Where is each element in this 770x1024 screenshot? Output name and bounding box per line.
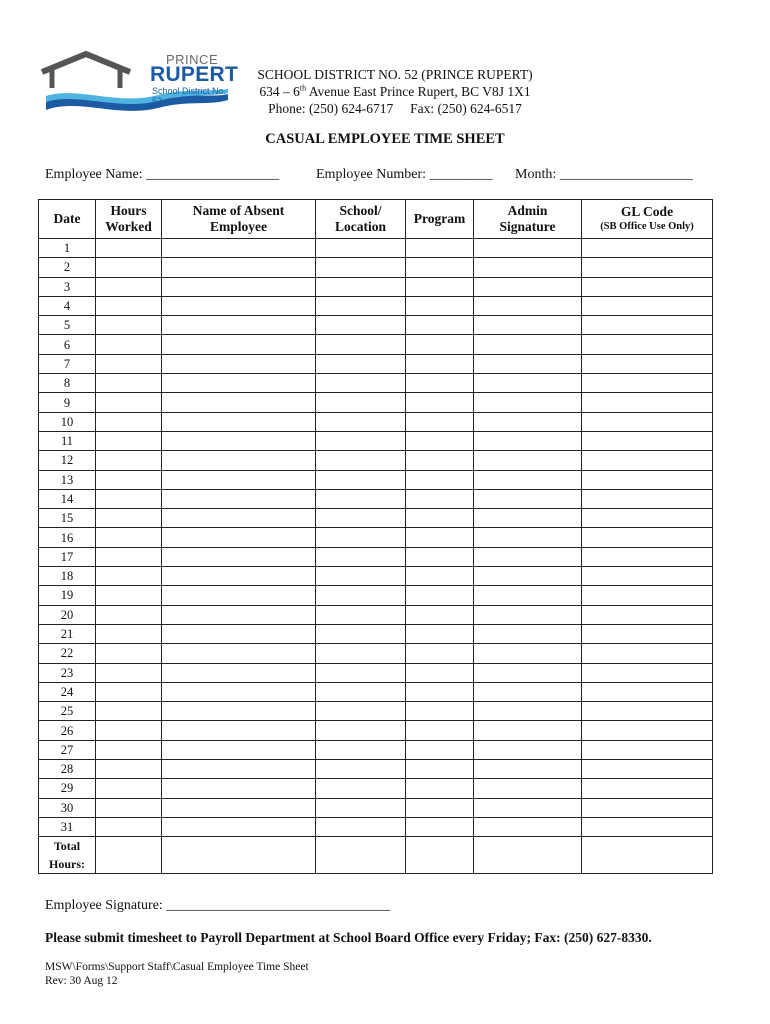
date-cell: 3	[39, 277, 96, 296]
date-cell: 21	[39, 624, 96, 643]
table-row	[39, 239, 713, 258]
school-location-cell[interactable]	[316, 547, 406, 566]
col-header-absent-employee: Name of Absent Employee	[162, 200, 316, 239]
program-cell[interactable]	[406, 624, 474, 643]
admin-signature-cell[interactable]	[474, 798, 582, 817]
absent-employee-cell[interactable]	[162, 817, 316, 836]
date-cell: 25	[39, 702, 96, 721]
hours-worked-cell[interactable]	[96, 258, 162, 277]
date-cell: 9	[39, 393, 96, 412]
employee-number-field[interactable]: Employee Number: _________	[316, 167, 493, 182]
hours-worked-cell[interactable]	[96, 702, 162, 721]
program-cell[interactable]	[406, 721, 474, 740]
absent-employee-cell[interactable]	[162, 451, 316, 470]
col-header-date: Date	[39, 200, 96, 239]
table-cell[interactable]	[474, 837, 582, 874]
gl-code-cell[interactable]	[582, 258, 713, 277]
hours-worked-cell[interactable]	[96, 586, 162, 605]
program-cell[interactable]	[406, 451, 474, 470]
date-cell: 26	[39, 721, 96, 740]
hours-worked-cell[interactable]	[96, 528, 162, 547]
table-row	[39, 393, 713, 412]
absent-employee-cell[interactable]	[162, 316, 316, 335]
school-location-cell[interactable]	[316, 239, 406, 258]
timesheet-table	[38, 199, 713, 874]
gl-code-cell[interactable]	[582, 509, 713, 528]
hours-worked-cell[interactable]	[96, 374, 162, 393]
admin-signature-cell[interactable]	[474, 760, 582, 779]
admin-signature-cell[interactable]	[474, 624, 582, 643]
admin-signature-cell[interactable]	[474, 412, 582, 431]
date-cell: 31	[39, 817, 96, 836]
gl-code-cell[interactable]	[582, 624, 713, 643]
gl-code-cell[interactable]	[582, 605, 713, 624]
table-row	[39, 644, 713, 663]
total-hours-row	[39, 837, 713, 874]
table-row	[39, 296, 713, 315]
hours-worked-cell[interactable]	[96, 682, 162, 701]
date-cell: 16	[39, 528, 96, 547]
date-cell: 19	[39, 586, 96, 605]
absent-employee-cell[interactable]	[162, 605, 316, 624]
address-post: Avenue East Prince Rupert, BC V8J 1X1	[306, 84, 531, 99]
hours-worked-cell[interactable]	[96, 605, 162, 624]
hours-worked-cell[interactable]	[96, 721, 162, 740]
table-row	[39, 586, 713, 605]
school-location-cell[interactable]	[316, 740, 406, 759]
absent-employee-cell[interactable]	[162, 663, 316, 682]
hours-worked-cell[interactable]	[96, 335, 162, 354]
table-row	[39, 605, 713, 624]
admin-signature-cell[interactable]	[474, 393, 582, 412]
table-row	[39, 316, 713, 335]
school-location-cell[interactable]	[316, 624, 406, 643]
gl-code-cell[interactable]	[582, 567, 713, 586]
table-cell[interactable]	[406, 837, 474, 874]
school-location-cell[interactable]	[316, 644, 406, 663]
hours-worked-cell[interactable]	[96, 316, 162, 335]
program-cell[interactable]	[406, 489, 474, 508]
absent-employee-cell[interactable]	[162, 335, 316, 354]
date-cell: 27	[39, 740, 96, 759]
table-row	[39, 509, 713, 528]
gl-code-cell[interactable]	[582, 277, 713, 296]
program-cell[interactable]	[406, 605, 474, 624]
table-row	[39, 354, 713, 373]
col-header-hours: Hours Worked	[96, 200, 162, 239]
admin-signature-cell[interactable]	[474, 239, 582, 258]
hours-worked-cell[interactable]	[96, 779, 162, 798]
date-cell: 30	[39, 798, 96, 817]
admin-signature-cell[interactable]	[474, 721, 582, 740]
date-cell: 14	[39, 489, 96, 508]
absent-employee-cell[interactable]	[162, 258, 316, 277]
hours-worked-cell[interactable]	[96, 470, 162, 489]
gl-code-cell[interactable]	[582, 296, 713, 315]
date-cell: 10	[39, 412, 96, 431]
absent-employee-cell[interactable]	[162, 702, 316, 721]
absent-employee-cell[interactable]	[162, 374, 316, 393]
program-cell[interactable]	[406, 528, 474, 547]
date-cell: 28	[39, 760, 96, 779]
program-cell[interactable]	[406, 740, 474, 759]
admin-signature-cell[interactable]	[474, 528, 582, 547]
hours-worked-cell[interactable]	[96, 798, 162, 817]
school-location-cell[interactable]	[316, 316, 406, 335]
admin-signature-cell[interactable]	[474, 431, 582, 450]
logo-district-text: School District No. 52	[152, 86, 227, 106]
absent-employee-cell[interactable]	[162, 296, 316, 315]
table-row	[39, 489, 713, 508]
hours-worked-cell[interactable]	[96, 567, 162, 586]
gl-code-cell[interactable]	[582, 682, 713, 701]
school-location-cell[interactable]	[316, 451, 406, 470]
absent-employee-cell[interactable]	[162, 528, 316, 547]
gl-code-cell[interactable]	[582, 412, 713, 431]
table-row	[39, 335, 713, 354]
school-location-cell[interactable]	[316, 779, 406, 798]
table-row	[39, 412, 713, 431]
admin-signature-cell[interactable]	[474, 605, 582, 624]
school-location-cell[interactable]	[316, 605, 406, 624]
admin-signature-cell[interactable]	[474, 779, 582, 798]
gl-code-cell[interactable]	[582, 451, 713, 470]
table-row	[39, 277, 713, 296]
table-row	[39, 431, 713, 450]
table-row	[39, 817, 713, 836]
program-cell[interactable]	[406, 567, 474, 586]
gl-code-cell[interactable]	[582, 316, 713, 335]
table-row	[39, 779, 713, 798]
admin-signature-cell[interactable]	[474, 644, 582, 663]
school-location-cell[interactable]	[316, 277, 406, 296]
hours-worked-cell[interactable]	[96, 451, 162, 470]
district-phone: Phone: (250) 624-6717 Fax: (250) 624-6517	[268, 101, 522, 116]
program-cell[interactable]	[406, 798, 474, 817]
program-cell[interactable]	[406, 296, 474, 315]
school-location-cell[interactable]	[316, 374, 406, 393]
address-sup: th	[299, 83, 307, 93]
table-row	[39, 451, 713, 470]
gl-code-cell[interactable]	[582, 760, 713, 779]
gl-code-cell[interactable]	[582, 702, 713, 721]
date-cell: 13	[39, 470, 96, 489]
school-location-cell[interactable]	[316, 586, 406, 605]
school-location-cell[interactable]	[316, 335, 406, 354]
admin-signature-cell[interactable]	[474, 489, 582, 508]
absent-employee-cell[interactable]	[162, 624, 316, 643]
gl-code-cell[interactable]	[582, 470, 713, 489]
gl-code-cell[interactable]	[582, 393, 713, 412]
admin-signature-cell[interactable]	[474, 567, 582, 586]
program-cell[interactable]	[406, 374, 474, 393]
admin-signature-cell[interactable]	[474, 277, 582, 296]
gl-code-cell[interactable]	[582, 354, 713, 373]
date-cell: 4	[39, 296, 96, 315]
date-cell: 23	[39, 663, 96, 682]
hours-worked-cell[interactable]	[96, 277, 162, 296]
school-location-cell[interactable]	[316, 470, 406, 489]
date-cell: 1	[39, 239, 96, 258]
absent-employee-cell[interactable]	[162, 431, 316, 450]
absent-employee-cell[interactable]	[162, 644, 316, 663]
col-header-admin-signature: Admin Signature	[474, 200, 582, 239]
hours-worked-cell[interactable]	[96, 489, 162, 508]
school-location-cell[interactable]	[316, 798, 406, 817]
program-cell[interactable]	[406, 431, 474, 450]
total-hours-cell[interactable]	[96, 837, 162, 874]
employee-name-field[interactable]: Employee Name: ___________________	[45, 167, 280, 182]
absent-employee-cell[interactable]	[162, 547, 316, 566]
absent-employee-cell[interactable]	[162, 354, 316, 373]
gl-code-cell[interactable]	[582, 817, 713, 836]
total-hours-label: Total Hours:	[39, 837, 96, 874]
school-location-cell[interactable]	[316, 567, 406, 586]
gl-code-cell[interactable]	[582, 239, 713, 258]
school-location-cell[interactable]	[316, 412, 406, 431]
gl-code-cell[interactable]	[582, 779, 713, 798]
program-cell[interactable]	[406, 779, 474, 798]
absent-employee-cell[interactable]	[162, 470, 316, 489]
hours-worked-cell[interactable]	[96, 431, 162, 450]
admin-signature-cell[interactable]	[474, 586, 582, 605]
hours-worked-cell[interactable]	[96, 644, 162, 663]
gl-code-cell[interactable]	[582, 489, 713, 508]
absent-employee-cell[interactable]	[162, 586, 316, 605]
program-cell[interactable]	[406, 354, 474, 373]
program-cell[interactable]	[406, 470, 474, 489]
col-header-school-location: School/ Location	[316, 200, 406, 239]
admin-signature-cell[interactable]	[474, 702, 582, 721]
school-location-cell[interactable]	[316, 817, 406, 836]
admin-signature-cell[interactable]	[474, 509, 582, 528]
hours-worked-cell[interactable]	[96, 624, 162, 643]
footer-revision: Rev: 30 Aug 12	[45, 975, 118, 987]
program-cell[interactable]	[406, 682, 474, 701]
table-row	[39, 258, 713, 277]
school-location-cell[interactable]	[316, 296, 406, 315]
address-pre: 634 – 6	[259, 84, 300, 99]
date-cell: 15	[39, 509, 96, 528]
table-header-row	[39, 200, 713, 239]
table-row	[39, 740, 713, 759]
absent-employee-cell[interactable]	[162, 760, 316, 779]
gl-code-cell[interactable]	[582, 547, 713, 566]
program-cell[interactable]	[406, 412, 474, 431]
date-cell: 11	[39, 431, 96, 450]
table-row	[39, 663, 713, 682]
admin-signature-cell[interactable]	[474, 817, 582, 836]
date-cell: 17	[39, 547, 96, 566]
program-cell[interactable]	[406, 547, 474, 566]
table-cell[interactable]	[582, 837, 713, 874]
col-header-program: Program	[406, 200, 474, 239]
program-cell[interactable]	[406, 702, 474, 721]
col-header-gl-code: GL Code (SB Office Use Only)	[582, 200, 713, 239]
school-location-cell[interactable]	[316, 663, 406, 682]
absent-employee-cell[interactable]	[162, 489, 316, 508]
school-location-cell[interactable]	[316, 682, 406, 701]
school-location-cell[interactable]	[316, 721, 406, 740]
admin-signature-cell[interactable]	[474, 374, 582, 393]
absent-employee-cell[interactable]	[162, 721, 316, 740]
table-row	[39, 798, 713, 817]
program-cell[interactable]	[406, 277, 474, 296]
school-location-cell[interactable]	[316, 354, 406, 373]
table-row	[39, 624, 713, 643]
hours-worked-cell[interactable]	[96, 547, 162, 566]
admin-signature-cell[interactable]	[474, 354, 582, 373]
hours-worked-cell[interactable]	[96, 663, 162, 682]
admin-signature-cell[interactable]	[474, 451, 582, 470]
absent-employee-cell[interactable]	[162, 239, 316, 258]
absent-employee-cell[interactable]	[162, 277, 316, 296]
absent-employee-cell[interactable]	[162, 393, 316, 412]
table-row	[39, 374, 713, 393]
footer-path: MSW\Forms\Support Staff\Casual Employee Time Sheet	[45, 961, 309, 973]
page-title: CASUAL EMPLOYEE TIME SHEET	[265, 131, 505, 147]
date-cell: 20	[39, 605, 96, 624]
table-row	[39, 760, 713, 779]
date-cell: 29	[39, 779, 96, 798]
admin-signature-cell[interactable]	[474, 470, 582, 489]
table-row	[39, 470, 713, 489]
date-cell: 24	[39, 682, 96, 701]
absent-employee-cell[interactable]	[162, 509, 316, 528]
table-cell[interactable]	[316, 837, 406, 874]
date-cell: 18	[39, 567, 96, 586]
table-cell[interactable]	[162, 837, 316, 874]
admin-signature-cell[interactable]	[474, 663, 582, 682]
table-row	[39, 702, 713, 721]
district-name: SCHOOL DISTRICT NO. 52 (PRINCE RUPERT)	[257, 67, 533, 82]
date-cell: 2	[39, 258, 96, 277]
absent-employee-cell[interactable]	[162, 412, 316, 431]
program-cell[interactable]	[406, 586, 474, 605]
gl-code-cell[interactable]	[582, 798, 713, 817]
gl-code-cell[interactable]	[582, 721, 713, 740]
table-row	[39, 547, 713, 566]
employee-signature-field[interactable]: Employee Signature: ________________________________	[45, 898, 391, 913]
hours-worked-cell[interactable]	[96, 239, 162, 258]
program-cell[interactable]	[406, 817, 474, 836]
absent-employee-cell[interactable]	[162, 779, 316, 798]
gl-code-cell[interactable]	[582, 586, 713, 605]
logo-rupert-text: RUPERT	[150, 63, 239, 86]
table-row	[39, 721, 713, 740]
program-cell[interactable]	[406, 760, 474, 779]
program-cell[interactable]	[406, 509, 474, 528]
date-cell: 7	[39, 354, 96, 373]
program-cell[interactable]	[406, 335, 474, 354]
logo-prince-text: PRINCE	[166, 52, 219, 67]
program-cell[interactable]	[406, 316, 474, 335]
hours-worked-cell[interactable]	[96, 760, 162, 779]
school-location-cell[interactable]	[316, 431, 406, 450]
admin-signature-cell[interactable]	[474, 258, 582, 277]
program-cell[interactable]	[406, 644, 474, 663]
date-cell: 6	[39, 335, 96, 354]
admin-signature-cell[interactable]	[474, 682, 582, 701]
admin-signature-cell[interactable]	[474, 296, 582, 315]
absent-employee-cell[interactable]	[162, 798, 316, 817]
admin-signature-cell[interactable]	[474, 316, 582, 335]
district-address	[240, 83, 550, 100]
table-row	[39, 682, 713, 701]
submission-instruction: Please submit timesheet to Payroll Department at School Board Office every Friday; Fax: (250) 627-8330.	[45, 930, 652, 945]
school-location-cell[interactable]	[316, 393, 406, 412]
gl-code-cell[interactable]	[582, 335, 713, 354]
program-cell[interactable]	[406, 258, 474, 277]
gl-code-cell[interactable]	[582, 740, 713, 759]
admin-signature-cell[interactable]	[474, 335, 582, 354]
school-location-cell[interactable]	[316, 489, 406, 508]
date-cell: 12	[39, 451, 96, 470]
gl-code-cell[interactable]	[582, 663, 713, 682]
hours-worked-cell[interactable]	[96, 740, 162, 759]
absent-employee-cell[interactable]	[162, 740, 316, 759]
absent-employee-cell[interactable]	[162, 567, 316, 586]
gl-code-cell[interactable]	[582, 528, 713, 547]
school-district-logo	[38, 48, 238, 120]
hours-worked-cell[interactable]	[96, 354, 162, 373]
program-cell[interactable]	[406, 239, 474, 258]
program-cell[interactable]	[406, 393, 474, 412]
program-cell[interactable]	[406, 663, 474, 682]
gl-code-cell[interactable]	[582, 431, 713, 450]
admin-signature-cell[interactable]	[474, 740, 582, 759]
date-cell: 5	[39, 316, 96, 335]
date-cell: 22	[39, 644, 96, 663]
date-cell: 8	[39, 374, 96, 393]
hours-worked-cell[interactable]	[96, 817, 162, 836]
month-field[interactable]: Month: ___________________	[515, 167, 693, 182]
school-location-cell[interactable]	[316, 258, 406, 277]
hours-worked-cell[interactable]	[96, 393, 162, 412]
gl-code-cell[interactable]	[582, 644, 713, 663]
school-location-cell[interactable]	[316, 702, 406, 721]
hours-worked-cell[interactable]	[96, 509, 162, 528]
gl-code-cell[interactable]	[582, 374, 713, 393]
hours-worked-cell[interactable]	[96, 296, 162, 315]
table-row	[39, 567, 713, 586]
table-row	[39, 528, 713, 547]
school-location-cell[interactable]	[316, 528, 406, 547]
admin-signature-cell[interactable]	[474, 547, 582, 566]
absent-employee-cell[interactable]	[162, 682, 316, 701]
school-location-cell[interactable]	[316, 509, 406, 528]
hours-worked-cell[interactable]	[96, 412, 162, 431]
school-location-cell[interactable]	[316, 760, 406, 779]
